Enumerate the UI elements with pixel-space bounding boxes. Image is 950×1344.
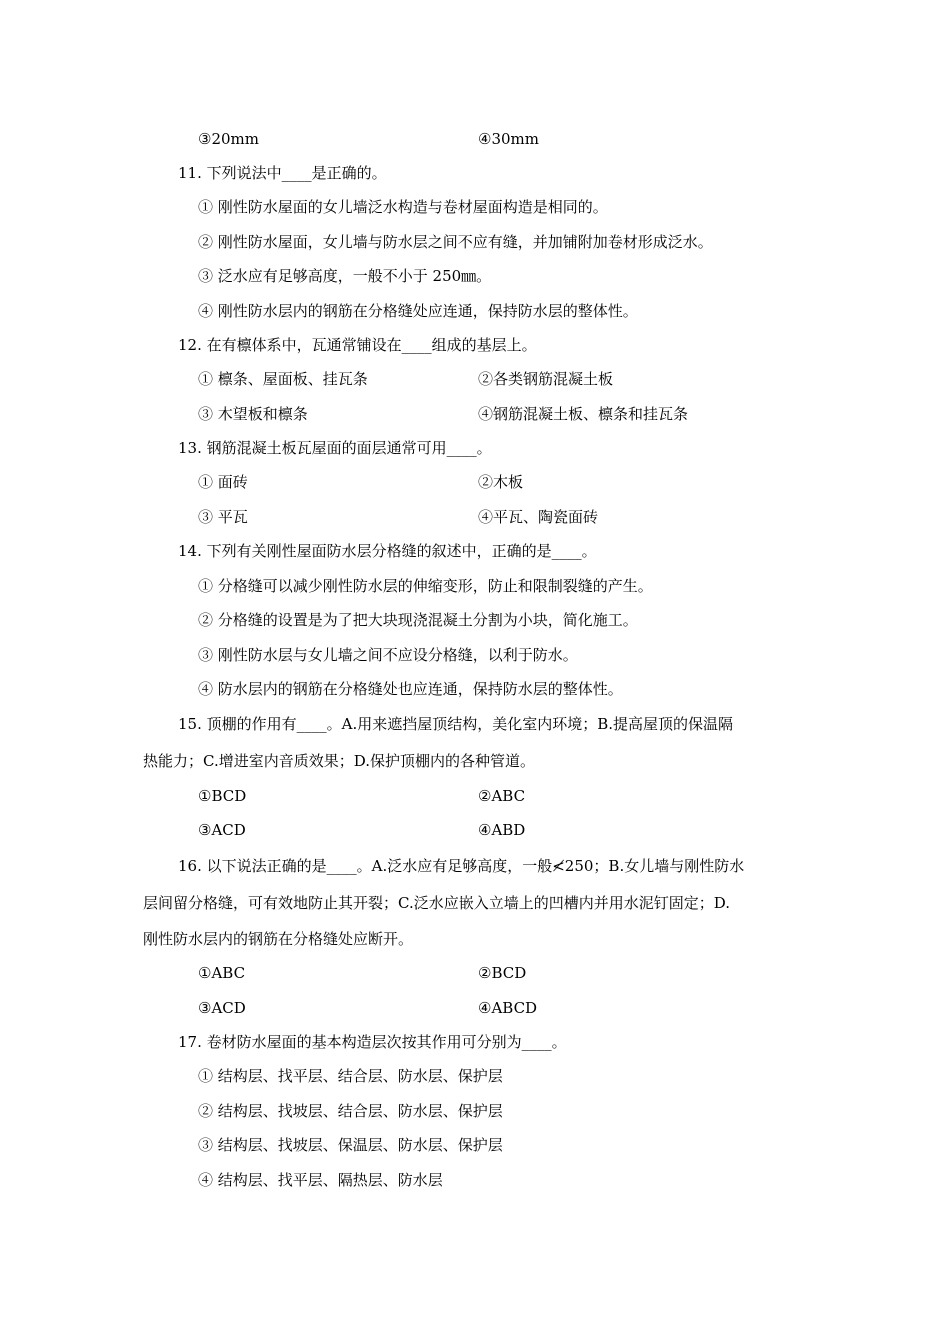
q13-option-4: ④平瓦、陶瓷面砖 — [478, 508, 599, 526]
q17-stem: 17. 卷材防水屋面的基本构造层次按其作用可分别为____。 — [178, 1033, 567, 1051]
q15-option-3: ③ACD — [198, 821, 246, 839]
q10-option-3: ③20mm — [198, 130, 259, 148]
q11-option-2: ② 刚性防水屋面，女儿墙与防水层之间不应有缝，并加铺附加卷材形成泛水。 — [198, 233, 713, 251]
q16-option-2: ②BCD — [478, 964, 527, 982]
q15-stem-line-2: 热能力；C.增进室内音质效果；D.保护顶棚内的各种管道。 — [143, 752, 535, 770]
q12-option-4: ④钢筋混凝土板、檩条和挂瓦条 — [478, 405, 689, 423]
q15-option-1: ①BCD — [198, 787, 247, 805]
q13-option-3: ③ 平瓦 — [198, 508, 248, 526]
q10-option-4: ④30mm — [478, 130, 539, 148]
q15-option-4: ④ABD — [478, 821, 526, 839]
q16-option-1: ①ABC — [198, 964, 246, 982]
q13-option-1: ① 面砖 — [198, 473, 248, 491]
q12-stem: 12. 在有檩体系中，瓦通常铺设在____组成的基层上。 — [178, 336, 537, 354]
q17-option-3: ③ 结构层、找坡层、保温层、防水层、保护层 — [198, 1136, 503, 1154]
q17-option-2: ② 结构层、找坡层、结合层、防水层、保护层 — [198, 1102, 503, 1120]
q14-option-3: ③ 刚性防水层与女儿墙之间不应设分格缝，以利于防水。 — [198, 646, 578, 664]
q12-option-2: ②各类钢筋混凝土板 — [478, 370, 614, 388]
q15-option-2: ②ABC — [478, 787, 526, 805]
q11-stem: 11. 下列说法中____是正确的。 — [178, 164, 387, 182]
q16-stem-line-3: 刚性防水层内的钢筋在分格缝处应断开。 — [143, 930, 414, 948]
q16-stem-line-2: 层间留分格缝，可有效地防止其开裂；C.泛水应嵌入立墙上的凹槽内并用水泥钉固定；D. — [143, 894, 730, 912]
q11-option-4: ④ 刚性防水层内的钢筋在分格缝处应连通，保持防水层的整体性。 — [198, 302, 638, 320]
q16-option-4: ④ABCD — [478, 999, 538, 1017]
q11-option-3: ③ 泛水应有足够高度，一般不小于 250㎜。 — [198, 267, 492, 285]
q12-option-1: ① 檩条、屋面板、挂瓦条 — [198, 370, 368, 388]
q17-option-1: ① 结构层、找平层、结合层、防水层、保护层 — [198, 1067, 503, 1085]
q17-option-4: ④ 结构层、找平层、隔热层、防水层 — [198, 1171, 443, 1189]
q14-option-4: ④ 防水层内的钢筋在分格缝处也应连通，保持防水层的整体性。 — [198, 680, 623, 698]
q16-stem-line-1: 16. 以下说法正确的是____。A.泛水应有足够高度，一般≮250；B.女儿墙与刚性防水 — [178, 857, 745, 875]
q13-option-2: ②木板 — [478, 473, 524, 491]
q14-option-2: ② 分格缝的设置是为了把大块现浇混凝土分割为小块，简化施工。 — [198, 611, 638, 629]
q15-stem-line-1: 15. 顶棚的作用有____。A.用来遮挡屋顶结构，美化室内环境；B.提高屋顶的保温隔 — [178, 715, 734, 733]
q14-option-1: ① 分格缝可以减少刚性防水层的伸缩变形，防止和限制裂缝的产生。 — [198, 577, 653, 595]
q14-stem: 14. 下列有关刚性屋面防水层分格缝的叙述中，正确的是____。 — [178, 542, 597, 560]
q12-option-3: ③ 木望板和檩条 — [198, 405, 308, 423]
q16-option-3: ③ACD — [198, 999, 246, 1017]
q13-stem: 13. 钢筋混凝土板瓦屋面的面层通常可用____。 — [178, 439, 492, 457]
q11-option-1: ① 刚性防水屋面的女儿墙泛水构造与卷材屋面构造是相同的。 — [198, 198, 608, 216]
